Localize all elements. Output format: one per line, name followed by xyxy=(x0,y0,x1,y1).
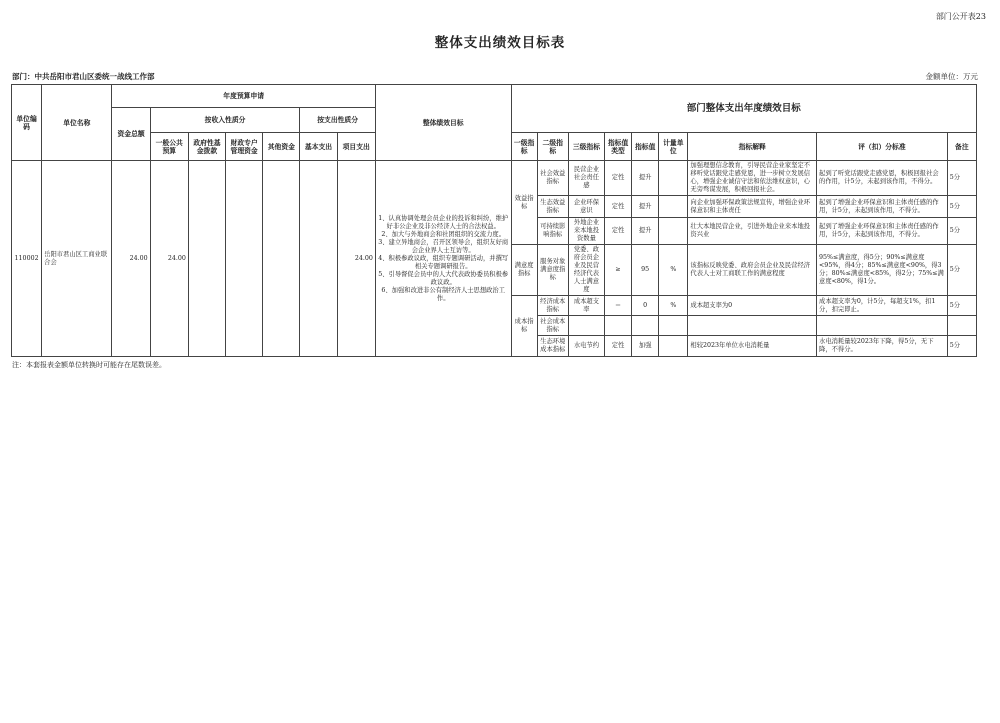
ind-l2: 可持续影响指标 xyxy=(537,218,568,245)
department-label: 部门：中共岳阳市君山区委统一战线工作部 xyxy=(12,72,155,81)
header-level3: 三级指标 xyxy=(568,133,604,161)
ind-l2: 经济成本指标 xyxy=(537,296,568,316)
ind-remark: 5分 xyxy=(947,296,976,316)
ind-l2: 生态效益指标 xyxy=(537,196,568,218)
ind-value: 提升 xyxy=(632,196,659,218)
ind-unit xyxy=(659,316,688,336)
header-level2: 二级指标 xyxy=(537,133,568,161)
header-level1: 一级指标 xyxy=(511,133,537,161)
ind-unit: % xyxy=(659,245,688,296)
ind-value: 0 xyxy=(632,296,659,316)
ind-score: 水电消耗量较2023年下降，得5分，无下降，不得分。 xyxy=(817,336,948,357)
row-gov-fund xyxy=(188,161,225,357)
header-general-budget: 一般公共预算 xyxy=(150,133,188,161)
row-general-budget: 24.00 xyxy=(150,161,188,357)
ind-l3: 成本超支率 xyxy=(568,296,604,316)
ind-remark: 5分 xyxy=(947,161,976,196)
ind-explain: 成本超支率为0 xyxy=(688,296,817,316)
header-remark: 备注 xyxy=(947,133,976,161)
performance-table xyxy=(11,84,977,357)
ind-l2: 生态环境成本指标 xyxy=(537,336,568,357)
header-other-funds: 其他资金 xyxy=(263,133,300,161)
ind-l3: 水电节约 xyxy=(568,336,604,357)
header-total-funds: 资金总额 xyxy=(112,108,150,161)
ind-unit xyxy=(659,336,688,357)
header-dept-perf: 部门整体支出年度绩效目标 xyxy=(511,85,976,133)
ind-value: 95 xyxy=(632,245,659,296)
ind-l3: 外地企业来本地投资数量 xyxy=(568,218,604,245)
ind-explain: 向企业加强环保政策法规宣传，增强企业环保意识和主体责任 xyxy=(688,196,817,218)
header-unit-name: 单位名称 xyxy=(42,85,112,161)
row-total: 24.00 xyxy=(112,161,150,357)
row-unit-code: 110002 xyxy=(12,161,42,357)
header-explain: 指标解释 xyxy=(688,133,817,161)
header-overall-goal: 整体绩效目标 xyxy=(375,85,511,161)
l1-cost: 成本指标 xyxy=(511,296,537,357)
ind-remark: 5分 xyxy=(947,336,976,357)
amount-unit-label: 金额单位：万元 xyxy=(925,72,978,81)
ind-l2: 社会效益指标 xyxy=(537,161,568,196)
ind-l3: 企业环保意识 xyxy=(568,196,604,218)
ind-score: 成本超支率为0，计5分，每超支1%，扣1分，扣完即止。 xyxy=(817,296,948,316)
header-scoring: 评（扣）分标准 xyxy=(817,133,948,161)
row-basic-expense xyxy=(300,161,337,357)
row-fiscal-special xyxy=(226,161,263,357)
page-number: 部门公开表23 xyxy=(935,12,986,21)
footnote: 注：本套报表金额单位转换时可能存在尾数误差。 xyxy=(12,361,166,369)
ind-l3: 党委、政府会员企业及民营经济代表人士满意度 xyxy=(568,245,604,296)
row-overall-goal: 1、认真协调处理会员企业的投诉和纠纷，维护好非公企业及非公经济人士的合法权益。 2、加大与外地商会和社团组织的交流力度。 3、建立异地商会，召开区领导会，组织友好商会企业界人士互访等。 4、积极参政议政，组织专题调研活动，并撰写相关专题调研报告。 5、引导督促会员中的人大代表政协委员积极参政议政。 6、加强和改进非公有制经济人士思想政治工作。 xyxy=(375,161,511,357)
ind-explain: 加强理想信念教育，引导民营企业家坚定不移听党话跟党走感党恩，进一步树立发展信心，增强企业诚信守法和依法维权意识，心无旁骛谋发展，积极回报社会。 xyxy=(688,161,817,196)
header-basic-expense: 基本支出 xyxy=(300,133,337,161)
header-unit-code: 单位编码 xyxy=(12,85,42,161)
l1-effect: 效益指标 xyxy=(511,161,537,245)
ind-explain: 该指标反映党委、政府会员企业及民营经济代表人士对工商联工作的满意程度 xyxy=(688,245,817,296)
ind-type xyxy=(605,316,632,336)
row-project-expense: 24.00 xyxy=(337,161,375,357)
ind-remark xyxy=(947,316,976,336)
ind-type: 定性 xyxy=(605,161,632,196)
header-value: 指标值 xyxy=(632,133,659,161)
ind-value xyxy=(632,316,659,336)
header-by-expense: 按支出性质分 xyxy=(300,108,375,133)
page-title: 整体支出绩效目标表 xyxy=(434,35,566,51)
ind-explain: 壮大本地民营企业，引进外地企业来本地投资兴业 xyxy=(688,218,817,245)
ind-score: 起到了听党话跟党走感党恩，积极回报社会的作用，计5分，未起到该作用，不得分。 xyxy=(817,161,948,196)
header-annual-budget: 年度预算申请 xyxy=(112,85,375,108)
ind-value: 提升 xyxy=(632,218,659,245)
ind-l3 xyxy=(568,316,604,336)
header-value-type: 指标值类型 xyxy=(605,133,632,161)
ind-unit: % xyxy=(659,296,688,316)
ind-remark: 5分 xyxy=(947,196,976,218)
header-gov-fund: 政府性基金拨款 xyxy=(188,133,225,161)
ind-unit xyxy=(659,218,688,245)
header-fiscal-special: 财政专户管理资金 xyxy=(226,133,263,161)
ind-l2: 服务对象满意度指标 xyxy=(537,245,568,296)
ind-score: 起到了增强企业环保意识和主体责任感的作用，计5分，未起到该作用，不得分。 xyxy=(817,196,948,218)
ind-explain xyxy=(688,316,817,336)
ind-unit xyxy=(659,196,688,218)
ind-type: ＝ xyxy=(605,296,632,316)
ind-unit xyxy=(659,161,688,196)
header-project-expense: 项目支出 xyxy=(337,133,375,161)
ind-l2: 社会成本指标 xyxy=(537,316,568,336)
ind-score: 95%≤满意度，得5分；90%≤满意度<95%，得4分；85%≤满意度<90%，得3分；80%≤满意度<85%，得2分；75%≤满意度<80%，得1分。 xyxy=(817,245,948,296)
ind-type: 定性 xyxy=(605,218,632,245)
ind-explain: 相较2023年单位水电消耗量 xyxy=(688,336,817,357)
ind-score: 起到了增强企业环保意识和主体责任感的作用，计5分，未起到该作用，不得分。 xyxy=(817,218,948,245)
ind-type: ≥ xyxy=(605,245,632,296)
ind-type: 定性 xyxy=(605,336,632,357)
ind-remark: 5分 xyxy=(947,245,976,296)
ind-l3: 民营企业社会责任感 xyxy=(568,161,604,196)
ind-score xyxy=(817,316,948,336)
ind-value: 提升 xyxy=(632,161,659,196)
row-unit-name: 岳阳市君山区工商业联合会 xyxy=(42,161,112,357)
ind-type: 定性 xyxy=(605,196,632,218)
l1-satisfaction: 满意度指标 xyxy=(511,245,537,296)
ind-value: 加强 xyxy=(632,336,659,357)
ind-remark: 5分 xyxy=(947,218,976,245)
header-unit: 计量单位 xyxy=(659,133,688,161)
header-by-income: 按收入性质分 xyxy=(150,108,300,133)
row-other-funds xyxy=(263,161,300,357)
